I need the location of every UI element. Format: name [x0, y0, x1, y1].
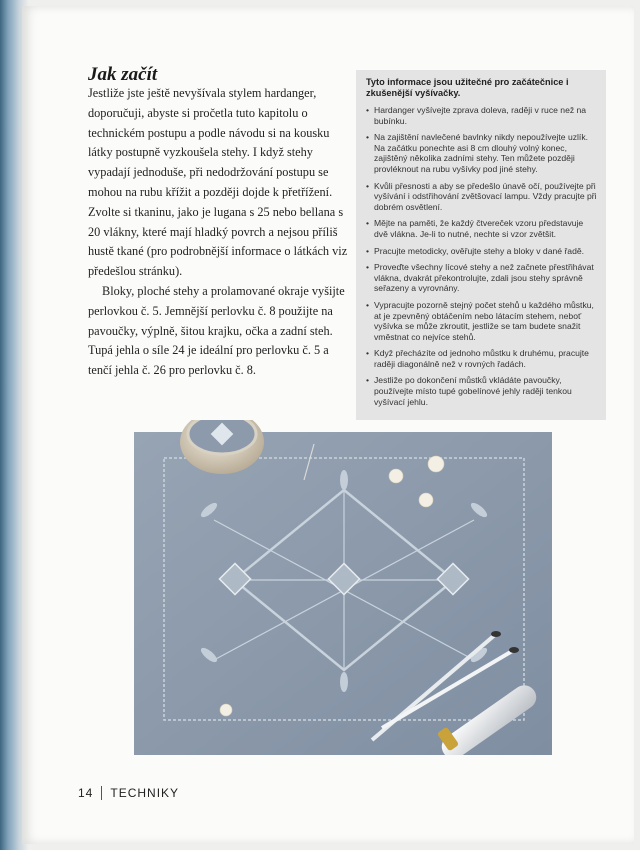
page-footer	[78, 786, 179, 800]
page-number: 14	[78, 786, 102, 800]
paragraph-intro: Jestliže jste ještě nevyšívala stylem hardanger, doporučuji, abyste si pročetla tuto kapitolu o technickém postupu a podle návodu si na kousku látky postupně vyzkoušela stehy. I když stehy vypadají jednoduše, při nedodržování postupu se mohou na rubu křížit a později dojde k přetřížení. Zvolte si tkaninu, jako je lugana s 25 nebo bellana s 20 vlákny, které mají hladký povrch a nejsou příliš hustě tkané (pro podrobnější informace o látkách viz předešlou stránku).	[88, 86, 348, 279]
info-list	[366, 105, 598, 407]
info-item: • Kvůli přesnosti a aby se předešlo únavě očí, používejte při vyšívání i odstřihování zvětšovací lampu. Vždy pracujte při dobrém osvětlení.	[366, 181, 598, 213]
body-text	[88, 84, 352, 381]
section-name: TECHNIKY	[110, 786, 180, 800]
info-box	[356, 70, 606, 420]
info-item: • Jestliže po dokončení můstků vkládáte pavoučky, používejte místo tupé gobelínové jehly raději tenkou vyšívací jehlu.	[366, 375, 598, 407]
info-item: • Když přecházíte od jednoho můstku k druhému, pracujte raději diagonálně než v rovných řadách.	[366, 348, 598, 369]
info-item: • Hardanger vyšívejte zprava doleva, raději v ruce než na bubínku.	[366, 105, 598, 126]
info-item: • Na zajištění navlečené bavlnky nikdy nepoužívejte uzlík. Na začátku ponechte asi 8 cm dlouhý volný konec, zajištěný několika zadními stehy. Ten můžete později provléknout na rubu vyšívky pod jiné stehy.	[366, 132, 598, 174]
info-item: • Pracujte metodicky, ověřujte stehy a bloky v dané řadě.	[366, 246, 598, 257]
paragraph-threads: Bloky, ploché stehy a prolamované okraje vyšijte perlovkou č. 5. Jemnější perlovku č. 8 použijte na pavoučky, výplně, šitou krajku, očka a zadní steh. Tupá jehla o síle 24 je ideální pro perlovku č. 5 a tenčí jehla č. 26 pro perlovku č. 8.	[88, 283, 345, 378]
info-item: • Proveďte všechny lícové stehy a než začnete přestřihávat vlákna, dvakrát překontrolujte, zdali jsou stehy správně seřazeny a vyrovnány.	[366, 262, 598, 294]
info-item: • Vypracujte pozorně stejný počet stehů u každého můstku, at je zpevněný obtáčením nebo látacím stehem, neboť vyšívka se může zkroutit, jestliže se tam budete snažit vměstnat co nejvíce stehů.	[366, 300, 598, 342]
embroidery-photo	[134, 420, 552, 755]
page-title: Jak začít	[88, 64, 158, 85]
info-box-title: Tyto informace jsou užitečné pro začátečnice i zkušenější vyšívačky.	[366, 77, 569, 98]
info-item: • Mějte na paměti, že každý čtvereček vzoru představuje dvě vlákna. Je-li to nutné, nechte si vzor zvětšit.	[366, 218, 598, 239]
